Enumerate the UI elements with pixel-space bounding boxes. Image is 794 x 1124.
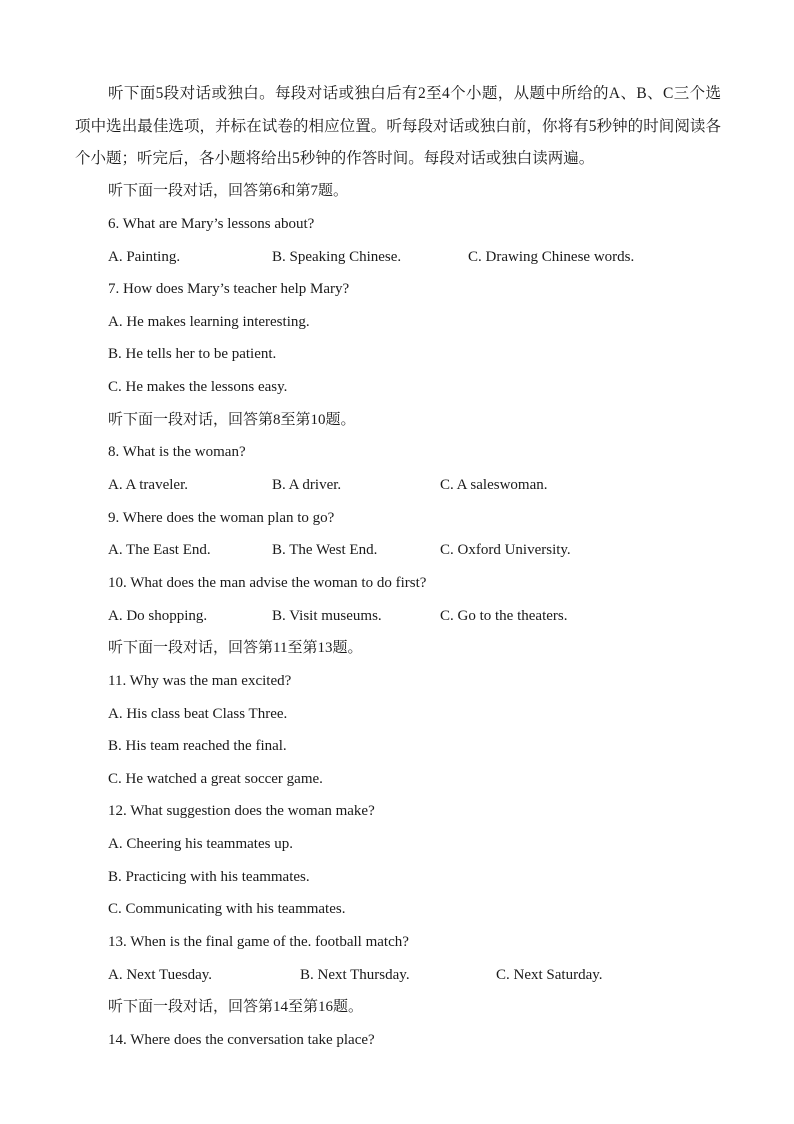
option-b: B. The West End. bbox=[272, 542, 378, 558]
section-heading: 听下面一段对话，回答第14至第16题。 bbox=[108, 999, 364, 1015]
listening-instructions: 听下面5段对话或独白。每段对话或独白后有2至4个小题，从题中所给的A、B、C三个选项中选出最佳选项，并标在试卷的相应位置。听每段对话或独白前，你将有5秒钟的时间阅读各个小题；听完后，各小题将给出5秒钟的作答时间。每段对话或独白读两遍。 bbox=[75, 85, 721, 167]
section-heading: 听下面一段对话，回答第11至第13题。 bbox=[108, 640, 363, 656]
option-b: B. Practicing with his teammates. bbox=[108, 869, 310, 885]
option-b: B. Visit museums. bbox=[272, 608, 382, 624]
section-heading: 听下面一段对话，回答第6和第7题。 bbox=[108, 183, 349, 199]
option-b: B. He tells her to be patient. bbox=[108, 346, 277, 362]
question-stem: 11. Why was the man excited? bbox=[108, 673, 292, 689]
question-stem: 7. How does Mary’s teacher help Mary? bbox=[108, 281, 350, 297]
option-c: C. Oxford University. bbox=[440, 542, 571, 558]
question-stem: 13. When is the final game of the. football match? bbox=[108, 934, 409, 950]
option-b: B. His team reached the final. bbox=[108, 738, 287, 754]
option-a: A. His class beat Class Three. bbox=[108, 706, 288, 722]
option-c: C. Drawing Chinese words. bbox=[468, 249, 635, 265]
option-a: A. A traveler. bbox=[108, 477, 188, 493]
option-a: A. Do shopping. bbox=[108, 608, 208, 624]
option-a: A. Cheering his teammates up. bbox=[108, 836, 293, 852]
question-stem: 14. Where does the conversation take place? bbox=[108, 1032, 375, 1048]
option-a: A. Next Tuesday. bbox=[108, 967, 213, 983]
question-stem: 6. What are Mary’s lessons about? bbox=[108, 216, 315, 232]
option-c: C. He watched a great soccer game. bbox=[108, 771, 323, 787]
question-stem: 8. What is the woman? bbox=[108, 444, 246, 460]
option-c: C. Go to the theaters. bbox=[440, 608, 568, 624]
option-b: B. Next Thursday. bbox=[300, 967, 410, 983]
option-c: C. Communicating with his teammates. bbox=[108, 901, 346, 917]
question-stem: 9. Where does the woman plan to go? bbox=[108, 510, 335, 526]
option-a: A. The East End. bbox=[108, 542, 211, 558]
question-stem: 10. What does the man advise the woman to do first? bbox=[108, 575, 427, 591]
option-b: B. Speaking Chinese. bbox=[272, 249, 402, 265]
question-stem: 12. What suggestion does the woman make? bbox=[108, 803, 375, 819]
option-b: B. A driver. bbox=[272, 477, 342, 493]
option-c: C. He makes the lessons easy. bbox=[108, 379, 288, 395]
section-heading: 听下面一段对话，回答第8至第10题。 bbox=[108, 412, 356, 428]
option-a: A. He makes learning interesting. bbox=[108, 314, 310, 330]
option-c: C. A saleswoman. bbox=[440, 477, 548, 493]
option-a: A. Painting. bbox=[108, 249, 181, 265]
option-c: C. Next Saturday. bbox=[496, 967, 603, 983]
